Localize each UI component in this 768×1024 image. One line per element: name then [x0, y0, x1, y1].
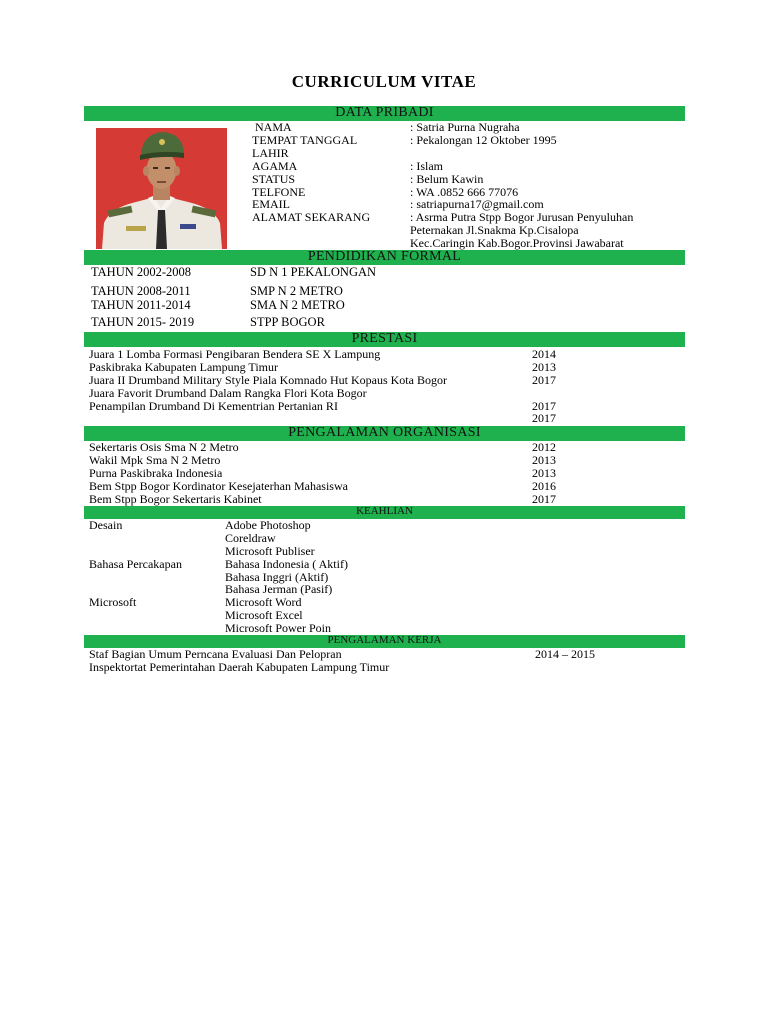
achievement-year: 2014	[532, 347, 556, 361]
skill-item: Microsoft Excel	[225, 608, 303, 622]
education-year: TAHUN 2015- 2019	[91, 315, 195, 329]
organization-year: 2013	[532, 466, 556, 480]
achievement-year: 2017	[532, 373, 556, 387]
skill-category: Bahasa Percakapan	[89, 557, 182, 571]
work-text: Inspektortat Pemerintahan Daerah Kabupaten Lampung Timur	[89, 660, 390, 674]
section-work: PENGALAMAN KERJA	[84, 635, 685, 648]
skill-item: Microsoft Word	[225, 595, 302, 609]
organization-year: 2013	[532, 453, 556, 467]
achievement-text: Paskibraka Kabupaten Lampung Timur	[89, 360, 278, 374]
achievement-text: Penampilan Drumband Di Kementrian Pertanian RI	[89, 399, 338, 413]
work-text: Staf Bagian Umum Perncana Evaluasi Dan Pelopran	[89, 647, 342, 661]
education-year: TAHUN 2008-2011	[91, 284, 191, 298]
skill-category: Desain	[89, 518, 123, 532]
value-email: : satriapurna17@gmail.com	[410, 197, 544, 211]
profile-photo	[96, 128, 227, 249]
value-religion: : Islam	[410, 159, 443, 173]
label-birth-line2: LAHIR	[252, 146, 289, 160]
organization-text: Bem Stpp Bogor Kordinator Kesejaterhan Mahasiswa	[89, 479, 348, 493]
section-achievements: PRESTASI	[84, 332, 685, 347]
education-school: SMP N 2 METRO	[250, 284, 343, 298]
work-year: 2014 – 2015	[535, 647, 595, 661]
value-address-line3: Kec.Caringin Kab.Bogor.Provinsi Jawabarat	[410, 236, 624, 250]
value-address-line2: Peternakan Jl.Snakma Kp.Cisalopa	[410, 223, 579, 237]
organization-text: Sekertaris Osis Sma N 2 Metro	[89, 440, 239, 454]
skill-item: Adobe Photoshop	[225, 518, 311, 532]
achievement-year: 2017	[532, 411, 556, 425]
achievement-year: 2017	[532, 399, 556, 413]
value-address-line1: : Asrma Putra Stpp Bogor Jurusan Penyuluhan	[410, 210, 634, 224]
organization-year: 2012	[532, 440, 556, 454]
organization-text: Purna Paskibraka Indonesia	[89, 466, 223, 480]
organization-text: Bem Stpp Bogor Sekertaris Kabinet	[89, 492, 262, 506]
section-organization: PENGALAMAN ORGANISASI	[84, 426, 685, 441]
education-year: TAHUN 2002-2008	[91, 265, 192, 279]
page-title: CURRICULUM VITAE	[291, 72, 477, 91]
value-birth: : Pekalongan 12 Oktober 1995	[410, 133, 557, 147]
label-phone: TELFONE	[252, 185, 306, 199]
section-education: PENDIDIKAN FORMAL	[84, 250, 685, 265]
skill-item: Bahasa Indonesia ( Aktif)	[225, 557, 348, 571]
achievement-text: Juara 1 Lomba Formasi Pengibaran Bendera SE X Lampung	[89, 347, 381, 361]
value-name: : Satria Purna Nugraha	[410, 120, 520, 134]
value-phone: : WA .0852 666 77076	[410, 185, 519, 199]
section-skills: KEAHLIAN	[84, 506, 685, 519]
label-email: EMAIL	[252, 197, 290, 211]
education-school: SD N 1 PEKALONGAN	[250, 265, 377, 279]
label-address: ALAMAT SEKARANG	[252, 210, 371, 224]
section-personal: DATA PRIBADI	[84, 106, 685, 121]
education-year: TAHUN 2011-2014	[91, 298, 191, 312]
organization-year: 2016	[532, 479, 556, 493]
education-school: STPP BOGOR	[250, 315, 325, 329]
label-status: STATUS	[252, 172, 296, 186]
label-religion: AGAMA	[252, 159, 298, 173]
skill-item: Microsoft Publiser	[225, 544, 315, 558]
skill-category: Microsoft	[89, 595, 137, 609]
skill-item: Microsoft Power Poin	[225, 621, 331, 635]
skill-item: Coreldraw	[225, 531, 276, 545]
skill-item: Bahasa Inggri (Aktif)	[225, 570, 329, 584]
achievement-text: Juara II Drumband Military Style Piala Komnado Hut Kopaus Kota Bogor	[89, 373, 447, 387]
label-birth-line1: TEMPAT TANGGAL	[252, 133, 358, 147]
organization-year: 2017	[532, 492, 556, 506]
label-name: NAMA	[255, 120, 292, 134]
value-status: : Belum Kawin	[410, 172, 484, 186]
organization-text: Wakil Mpk Sma N 2 Metro	[89, 453, 221, 467]
education-school: SMA N 2 METRO	[250, 298, 345, 312]
achievement-text: Juara Favorit Drumband Dalam Rangka Flori Kota Bogor	[89, 386, 367, 400]
skill-item: Bahasa Jerman (Pasif)	[225, 582, 333, 596]
achievement-year: 2013	[532, 360, 556, 374]
